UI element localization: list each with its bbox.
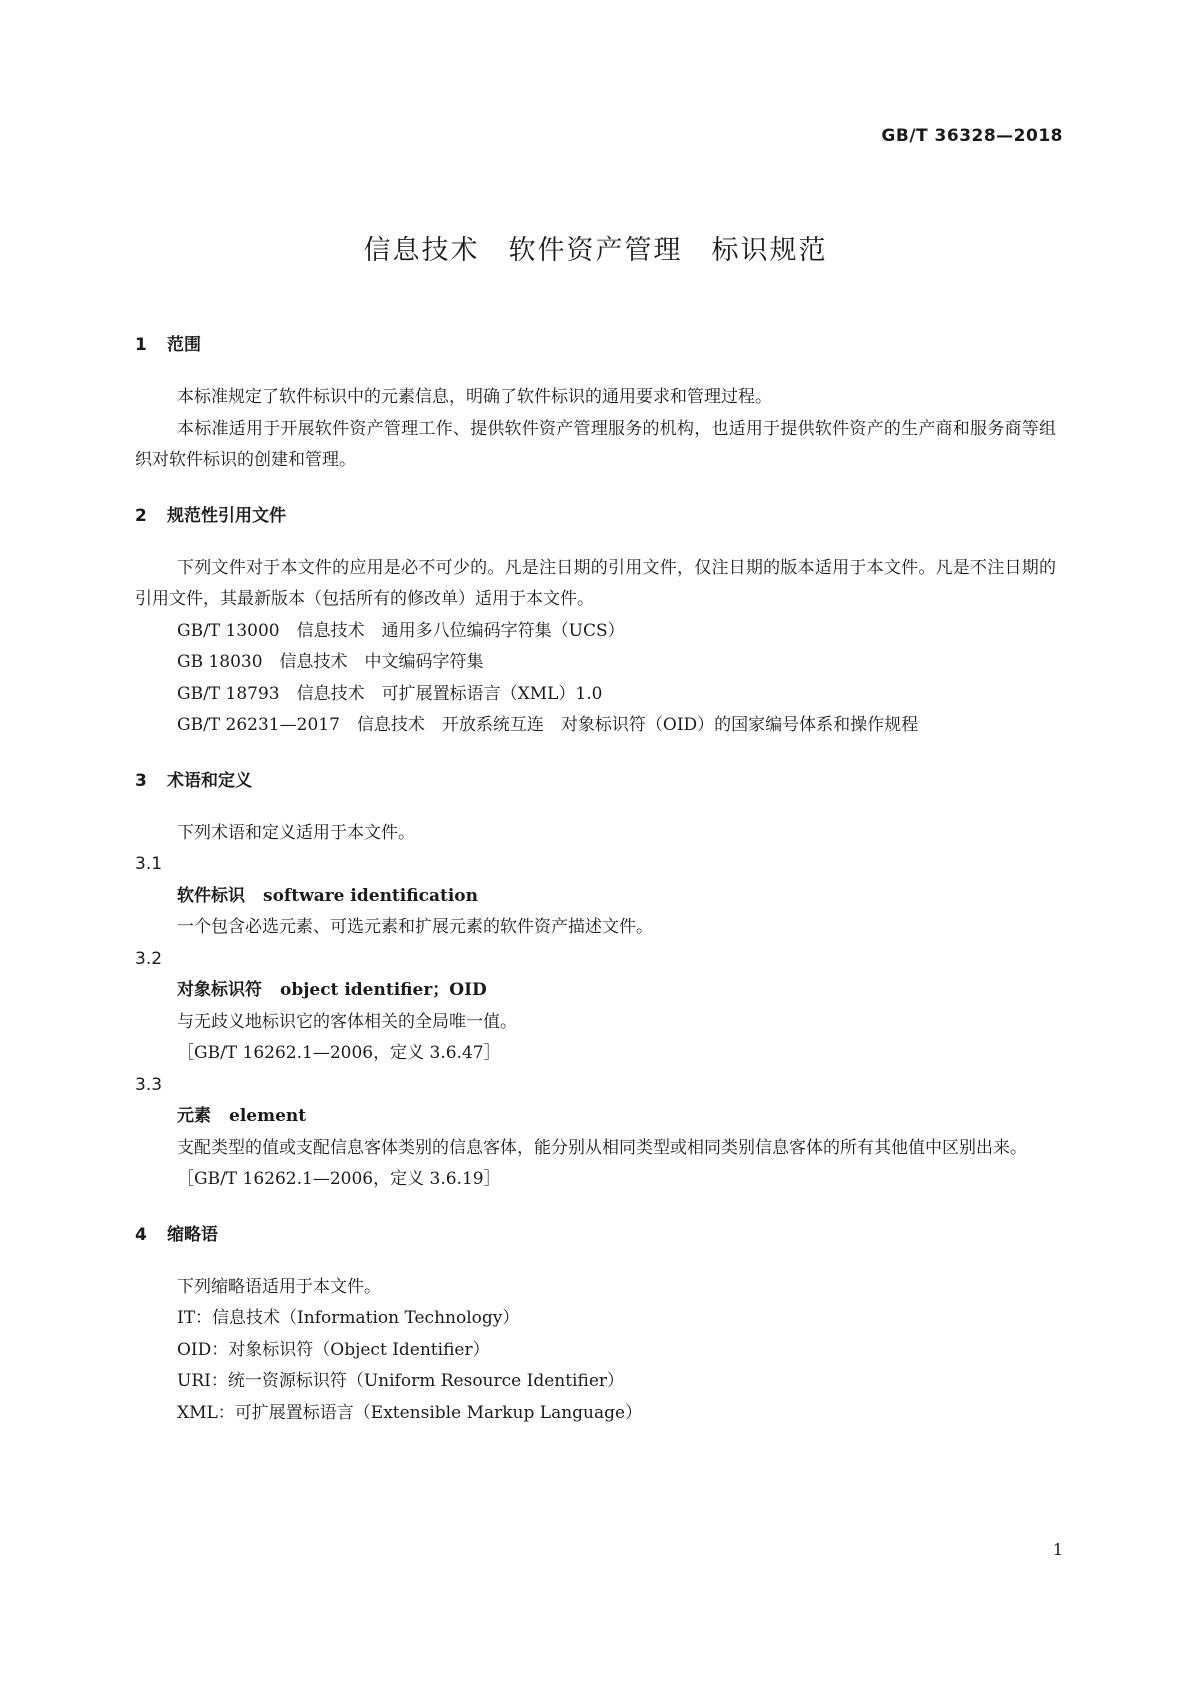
- section-4-heading: [135, 1220, 1056, 1250]
- term-entry: [135, 1101, 1056, 1133]
- paragraph: 本标准适用于开展软件资产管理工作、提供软件资产管理服务的机构，也适用于提供软件资产的生产商和服务商等组织对软件标识的创建和管理。: [135, 418, 1056, 470]
- reference-item: GB/T 26231—2017 信息技术 开放系统互连 对象标识符（OID）的国家编号体系和操作规程: [177, 715, 919, 735]
- term-chinese: 软件标识: [177, 885, 245, 906]
- term-entry: [135, 881, 1056, 913]
- term-number: 3.3: [135, 1074, 163, 1095]
- term-source: ［GB/T 16262.1—2006，定义 3.6.19］: [177, 1169, 501, 1189]
- section-title: 缩略语: [167, 1224, 218, 1245]
- term-number: 3.2: [135, 948, 163, 969]
- abbreviation-item: OID：对象标识符（Object Identifier）: [177, 1339, 490, 1360]
- reference-item: GB/T 13000 信息技术 通用多八位编码字符集（UCS）: [177, 620, 625, 641]
- abbreviation-item: IT：信息技术（Information Technology）: [177, 1308, 520, 1328]
- term-chinese: 对象标识符: [177, 980, 262, 1000]
- paragraph: 下列缩略语适用于本文件。: [177, 1276, 381, 1297]
- section-title: 术语和定义: [167, 770, 252, 791]
- term-chinese: 元素: [177, 1106, 211, 1126]
- term-definition: 支配类型的值或支配信息客体类别的信息客体，能分别从相同类型或相同类别信息客体的所有其他值中区别出来。: [177, 1137, 1027, 1158]
- term-definition: 一个包含必选元素、可选元素和扩展元素的软件资产描述文件。: [177, 917, 653, 937]
- section-number: 4: [135, 1224, 147, 1245]
- reference-item: GB 18030 信息技术 中文编码字符集: [177, 652, 484, 672]
- section-title: 规范性引用文件: [167, 505, 286, 526]
- paragraph: 下列文件对于本文件的应用是必不可少的。凡是注日期的引用文件，仅注日期的版本适用于本文件。凡是不注日期的引用文件，其最新版本（包括所有的修改单）适用于本文件。: [135, 557, 1056, 609]
- section-2-heading: [135, 501, 1056, 531]
- term-number: 3.1: [135, 854, 163, 874]
- section-1-heading: [135, 330, 1056, 360]
- term-english: object identifier；OID: [280, 980, 487, 1000]
- paragraph: 本标准规定了软件标识中的元素信息，明确了软件标识的通用要求和管理过程。: [177, 387, 772, 407]
- term-english: element: [229, 1106, 307, 1126]
- section-3-heading: [135, 766, 1056, 796]
- section-number: 2: [135, 505, 147, 526]
- page-number: 1: [1052, 1540, 1063, 1559]
- term-english: software identification: [263, 885, 478, 906]
- term-entry: [135, 975, 1056, 1007]
- section-title: 范围: [167, 335, 201, 355]
- term-definition: 与无歧义地标识它的客体相关的全局唯一值。: [177, 1011, 517, 1032]
- abbreviation-item: URI：统一资源标识符（Uniform Resource Identifier）: [177, 1371, 625, 1391]
- term-source: ［GB/T 16262.1—2006，定义 3.6.47］: [177, 1043, 501, 1063]
- abbreviation-item: XML：可扩展置标语言（Extensible Markup Language）: [177, 1402, 643, 1423]
- paragraph: 下列术语和定义适用于本文件。: [177, 822, 415, 843]
- section-number: 1: [135, 335, 147, 355]
- standard-number: GB/T 36328—2018: [881, 126, 1063, 146]
- reference-item: GB/T 18793 信息技术 可扩展置标语言（XML）1.0: [177, 683, 603, 704]
- document-body: [135, 330, 1056, 1429]
- document-title: 信息技术 软件资产管理 标识规范: [363, 235, 828, 266]
- section-number: 3: [135, 770, 147, 791]
